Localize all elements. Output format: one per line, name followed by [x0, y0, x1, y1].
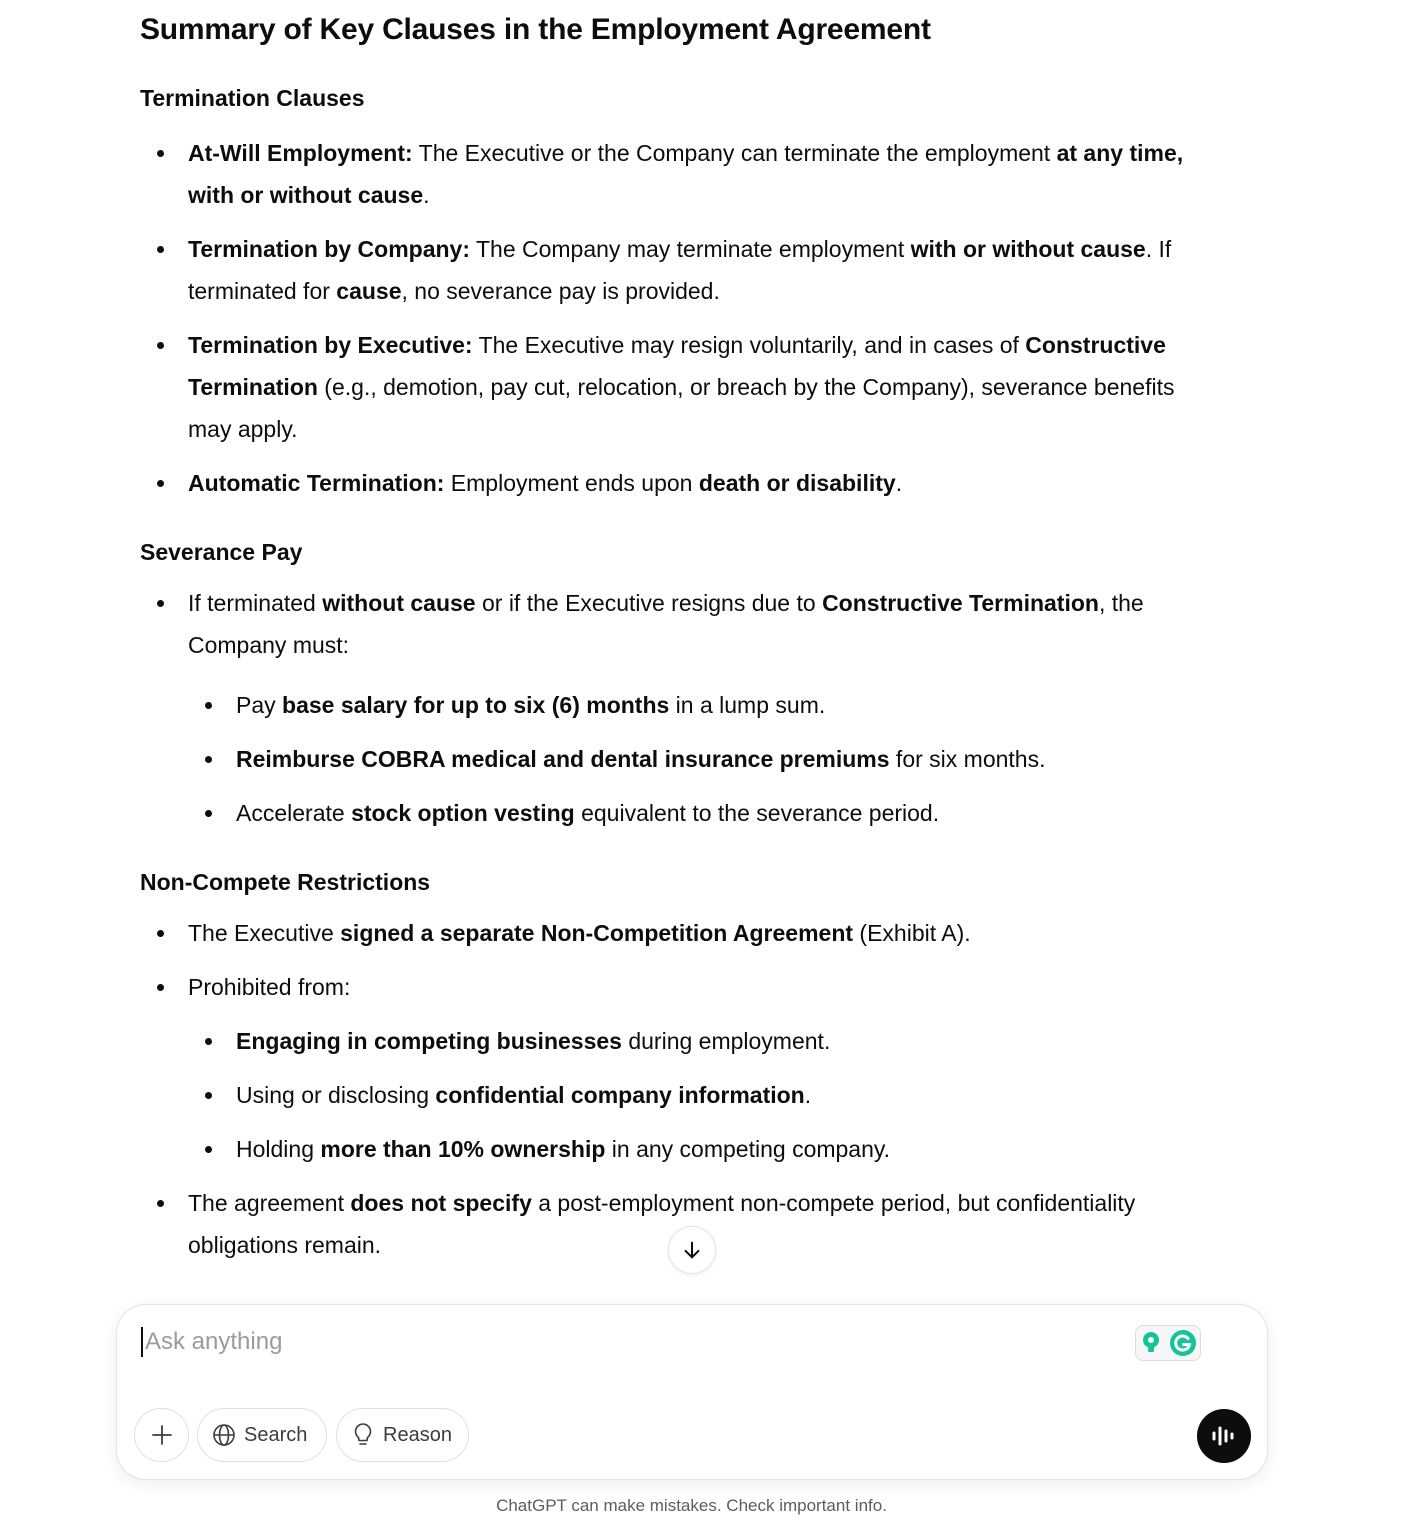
- search-button-label: Search: [244, 1423, 308, 1446]
- assistant-message: [140, 8, 1250, 1266]
- list-item: Using or disclosing confidential company information.: [188, 1074, 1250, 1116]
- list-item: Holding more than 10% ownership in any competing company.: [188, 1128, 1250, 1170]
- voice-mode-button[interactable]: [1197, 1409, 1251, 1463]
- list-item: Termination by Company: The Company may terminate employment with or without cause. If terminated for cause, no severance pay is provided.: [140, 228, 1250, 312]
- globe-icon: [212, 1423, 236, 1447]
- termination-list: [140, 132, 1250, 504]
- reason-button[interactable]: [336, 1408, 469, 1462]
- list-item: Accelerate stock option vesting equivalent to the severance period.: [188, 792, 1250, 834]
- list-item: If terminated without cause or if the Executive resigns due to Constructive Termination, the Company must:: [140, 582, 1250, 666]
- prompt-input[interactable]: Ask anything: [141, 1327, 282, 1357]
- scroll-to-bottom-button[interactable]: [668, 1226, 716, 1274]
- list-item: Termination by Executive: The Executive may resign voluntarily, and in cases of Constructive Termination (e.g., demotion, pay cut, relocation, or breach by the Company), severance benefits may apply.: [140, 324, 1250, 450]
- section-heading-termination: Termination Clauses: [140, 85, 365, 111]
- cutoff-text: [140, 1288, 709, 1304]
- waveform-icon: [1210, 1424, 1238, 1448]
- plus-icon: [150, 1423, 174, 1447]
- grammarly-widget[interactable]: [1135, 1325, 1201, 1361]
- list-item: The agreement does not specify a post-employment non-compete period, but confidentiality obligations remain.: [140, 1182, 1250, 1266]
- list-item: Reimburse COBRA medical and dental insurance premiums for six months.: [188, 738, 1250, 780]
- severance-list: [140, 582, 1250, 834]
- list-item: Automatic Termination: Employment ends upon death or disability.: [140, 462, 1250, 504]
- add-attachment-button[interactable]: [134, 1408, 189, 1462]
- reason-button-label: Reason: [383, 1423, 452, 1446]
- list-item: The Executive signed a separate Non-Competition Agreement (Exhibit A).: [140, 912, 1250, 954]
- noncompete-list: [140, 912, 1250, 1266]
- lightbulb-icon: [1140, 1330, 1162, 1356]
- search-button[interactable]: [197, 1408, 327, 1462]
- arrow-down-icon: [681, 1239, 703, 1261]
- section-heading-severance: Severance Pay: [140, 539, 303, 565]
- list-item: Pay base salary for up to six (6) months in a lump sum.: [188, 684, 1250, 726]
- page-title: Summary of Key Clauses in the Employment Agreement: [140, 13, 931, 46]
- list-item: Prohibited from:: [140, 966, 1250, 1008]
- lightbulb-icon: [351, 1422, 375, 1448]
- message-composer: [116, 1304, 1268, 1480]
- grammarly-icon: [1169, 1329, 1197, 1357]
- list-item: Engaging in competing businesses during employment.: [188, 1020, 1250, 1062]
- disclaimer-text: ChatGPT can make mistakes. Check important info.: [496, 1496, 887, 1515]
- list-item: At-Will Employment: The Executive or the Company can terminate the employment at any time, with or without cause.: [140, 132, 1250, 216]
- section-heading-noncompete: Non-Compete Restrictions: [140, 869, 431, 895]
